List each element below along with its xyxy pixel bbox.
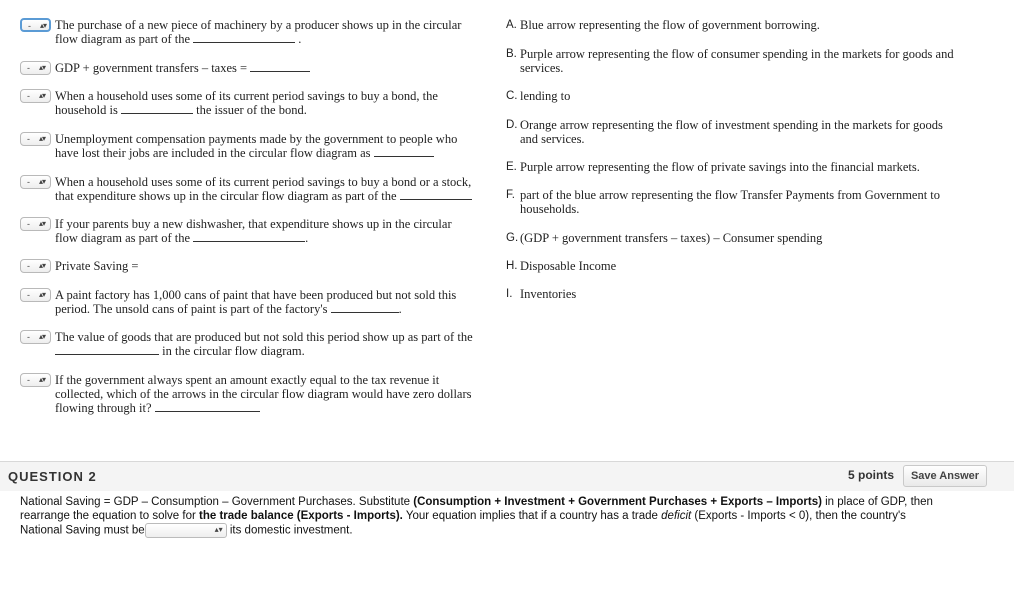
answer-option: G. (GDP + government transfers – taxes) – Consumer spending	[506, 231, 823, 245]
updown-arrows-icon: ▴▾	[39, 177, 46, 186]
answer-select[interactable]: - ▴▾	[20, 89, 51, 103]
updown-arrows-icon: ▴▾	[39, 375, 46, 384]
answer-select[interactable]: - ▴▾	[20, 373, 51, 387]
matching-item: - ▴▾ The purchase of a new piece of machinery by a producer shows up in the circular flow diagram as part of the .	[20, 18, 510, 46]
question-header	[0, 461, 1014, 491]
matching-item: - ▴▾ Private Saving =	[20, 259, 510, 273]
answer-option: C. lending to	[506, 89, 571, 103]
answer-select[interactable]: - ▴▾	[20, 288, 51, 302]
updown-arrows-icon: ▴▾	[39, 219, 46, 228]
answer-select[interactable]: - ▴▾	[20, 217, 51, 231]
save-answer-button[interactable]: Save Answer	[903, 465, 987, 487]
answer-option: E. Purple arrow representing the flow of private savings into the financial markets.	[506, 160, 920, 174]
question-title: QUESTION 2	[8, 469, 97, 484]
matching-item: - ▴▾ GDP + government transfers – taxes =	[20, 61, 510, 75]
answer-option: H. Disposable Income	[506, 259, 617, 273]
answer-option: I. Inventories	[506, 287, 577, 301]
updown-arrows-icon: ▴▾	[39, 261, 46, 270]
answer-select[interactable]: - ▴▾	[20, 175, 51, 189]
matching-item: - ▴▾ If the government always spent an amount exactly equal to the tax revenue it collected, which of the arrows in the circular flow diagram would have zero dollars flowing through it?	[20, 373, 510, 415]
updown-arrows-icon: ▴▾	[39, 134, 46, 143]
answer-select[interactable]	[145, 523, 227, 538]
answer-option: F. part of the blue arrow representing the flow Transfer Payments from Government to households.	[506, 188, 941, 216]
points-label: 5 points	[848, 468, 895, 482]
answer-select[interactable]: - ▴▾	[20, 259, 51, 273]
matching-item: - ▴▾ If your parents buy a new dishwasher, that expenditure shows up in the circular flow diagram as part of the .	[20, 217, 510, 245]
answer-option: A. Blue arrow representing the flow of government borrowing.	[506, 18, 820, 32]
updown-arrows-icon: ▴▾	[214, 525, 223, 534]
updown-arrows-icon: ▴▾	[39, 91, 46, 100]
answer-select[interactable]: - ▴▾	[20, 18, 51, 32]
question-body: National Saving = GDP – Consumption – Government Purchases. Substitute (Consumption + Investment + Government Purchases + Exports – Imports) in place of GDP, then rearrange the equation to solve for the trade balance (Exports - Imports). Your equation implies that if a country has a trade deficit (Exports - Imports < 0), then the country's National Saving must be ▴▾ its domestic investment.	[20, 496, 933, 537]
matching-item: - ▴▾ When a household uses some of its current period savings to buy a bond or a stock, that expenditure shows up in the circular flow diagram as part of the	[20, 175, 510, 203]
matching-item: - ▴▾ A paint factory has 1,000 cans of paint that have been produced but not sold this period. The unsold cans of paint is part of the factory's .	[20, 288, 510, 316]
answer-select[interactable]: - ▴▾	[20, 330, 51, 344]
matching-item: - ▴▾ The value of goods that are produced but not sold this period show up as part of the in the circular flow diagram.	[20, 330, 510, 358]
matching-item: - ▴▾ Unemployment compensation payments made by the government to people who have lost their jobs are included in the circular flow diagram as	[20, 132, 510, 160]
matching-item: - ▴▾ When a household uses some of its current period savings to buy a bond, the household is the issuer of the bond.	[20, 89, 510, 117]
updown-arrows-icon: ▴▾	[39, 332, 46, 341]
updown-arrows-icon: ▴▾	[40, 21, 47, 30]
updown-arrows-icon: ▴▾	[39, 63, 46, 72]
updown-arrows-icon: ▴▾	[39, 290, 46, 299]
answer-select[interactable]: - ▴▾	[20, 132, 51, 146]
answer-option: D. Orange arrow representing the flow of investment spending in the markets for goods and services.	[506, 118, 943, 146]
answer-option: B. Purple arrow representing the flow of consumer spending in the markets for goods and services.	[506, 47, 954, 75]
answer-select[interactable]: - ▴▾	[20, 61, 51, 75]
